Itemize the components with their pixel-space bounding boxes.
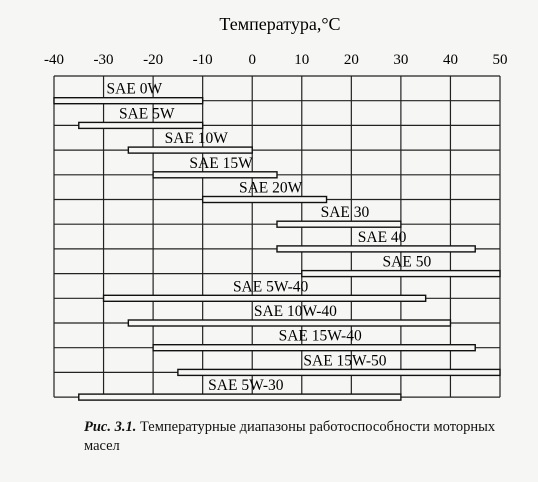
range-bar bbox=[277, 221, 401, 227]
chart-title: Температура,°С bbox=[219, 14, 341, 34]
range-bar bbox=[153, 172, 277, 178]
range-bar bbox=[178, 369, 500, 375]
range-bar-label: SAE 40 bbox=[357, 228, 407, 246]
range-bar-label: SAE 30 bbox=[320, 204, 370, 222]
x-tick-label: 10 bbox=[294, 52, 310, 68]
range-bar-label: SAE 10W-40 bbox=[253, 303, 337, 320]
x-tick-label: 40 bbox=[442, 52, 458, 68]
range-bar-label: SAE 0W bbox=[106, 80, 163, 98]
x-tick-label: -10 bbox=[192, 52, 213, 68]
x-tick-label: 30 bbox=[393, 52, 409, 68]
x-tick-label: -20 bbox=[143, 52, 164, 68]
range-bar bbox=[128, 320, 450, 326]
range-bar-label: SAE 5W-30 bbox=[208, 377, 284, 395]
range-bar bbox=[203, 197, 327, 203]
range-bar bbox=[54, 98, 203, 104]
range-bar bbox=[302, 271, 500, 277]
range-bar bbox=[79, 122, 203, 128]
range-bar-label: SAE 10W bbox=[164, 130, 228, 148]
x-tick-label: 20 bbox=[343, 52, 359, 68]
x-tick-label: -30 bbox=[93, 52, 114, 68]
range-bar bbox=[277, 246, 475, 252]
caption-label: Рис. 3.1. bbox=[84, 419, 137, 435]
range-bar bbox=[153, 345, 475, 351]
range-bar-label: SAE 15W-40 bbox=[278, 327, 362, 345]
range-bar-label: SAE 50 bbox=[382, 253, 432, 271]
range-bar-label: SAE 15W bbox=[189, 154, 253, 172]
range-bar-label: SAE 5W-40 bbox=[232, 278, 309, 296]
range-bar-label: SAE 20W bbox=[238, 179, 303, 197]
figure-caption bbox=[84, 418, 524, 456]
range-bar-label: SAE 15W-50 bbox=[303, 352, 387, 370]
caption-text: Температурные диапазоны работоспособности моторных масел bbox=[84, 419, 496, 454]
range-bar bbox=[128, 147, 252, 153]
range-bar bbox=[79, 394, 401, 400]
range-bar bbox=[104, 295, 426, 301]
range-bar-label: SAE 5W bbox=[118, 105, 175, 123]
x-tick-label: 50 bbox=[492, 52, 508, 68]
x-tick-label: 0 bbox=[248, 52, 256, 68]
x-tick-label: -40 bbox=[44, 52, 64, 68]
